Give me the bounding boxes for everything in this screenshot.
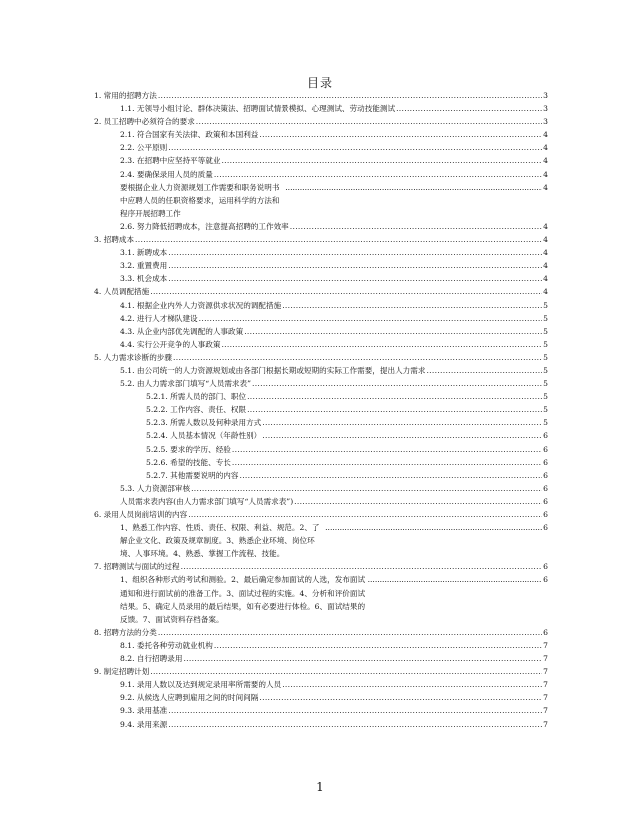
leader-dots — [135, 233, 542, 246]
toc-entry[interactable] — [94, 285, 548, 298]
toc-page-number: 7 — [543, 693, 548, 703]
toc-entry-text: 5. 人力需求诊断的步骤 — [94, 352, 173, 362]
toc-entry-text: 2.2. 公平原则 — [120, 143, 168, 153]
toc-entry-text: 3.3. 机会成本 — [120, 274, 168, 284]
toc-page-number: 5 — [543, 339, 548, 349]
toc-entry[interactable] — [94, 128, 548, 141]
leader-dots — [294, 495, 542, 508]
toc-page-number: 5 — [543, 313, 548, 323]
toc-entry[interactable] — [94, 312, 548, 325]
table-of-contents — [94, 89, 548, 731]
leader-dots — [247, 403, 542, 416]
toc-page-number: 5 — [543, 300, 548, 310]
toc-entry[interactable] — [94, 246, 548, 259]
toc-entry[interactable] — [94, 665, 548, 678]
toc-entry[interactable] — [94, 678, 548, 691]
leader-dots — [325, 521, 542, 534]
toc-page-number: 7 — [543, 719, 548, 729]
toc-entry-text: 2.4. 要确保录用人员的质量 — [120, 169, 213, 179]
toc-entry-text: 3.1. 新聘成本 — [120, 248, 168, 258]
toc-page-number: 4 — [543, 287, 548, 297]
toc-page-number: 4 — [543, 169, 548, 179]
leader-dots — [368, 573, 543, 586]
leader-dots — [396, 102, 542, 115]
toc-entry[interactable] — [94, 508, 548, 521]
toc-entry-text: 5.2.4. 人员基本情况（年龄性别） — [146, 431, 262, 441]
toc-entry[interactable] — [94, 495, 548, 508]
leader-dots — [282, 299, 542, 312]
leader-dots — [244, 325, 542, 338]
leader-dots — [168, 718, 542, 731]
toc-entry-text: 3. 招聘成本 — [94, 235, 135, 245]
toc-page-number: 6 — [543, 470, 548, 480]
leader-dots — [259, 128, 542, 141]
toc-entry[interactable] — [94, 704, 548, 717]
toc-entry-text: 要根据企业人力资源规划工作需要和职务说明书中应聘人员的任职资格要求，运用科学的方法和程序开展招聘工作 — [120, 182, 280, 218]
leader-dots — [282, 678, 542, 691]
toc-entry-text: 9.2. 从候选人应聘到雇用之间的时间间隔 — [120, 693, 259, 703]
toc-page-number: 4 — [543, 248, 548, 258]
toc-entry[interactable] — [94, 626, 548, 639]
toc-entry[interactable] — [94, 521, 548, 560]
toc-entry[interactable] — [94, 272, 548, 285]
toc-entry-text: 1. 常用的招聘方法 — [94, 91, 157, 100]
toc-entry-text: 2.1. 符合国家有关法律、政策和本国利益 — [120, 130, 259, 140]
toc-entry[interactable] — [94, 560, 548, 573]
leader-dots — [168, 272, 542, 285]
toc-entry[interactable] — [94, 652, 548, 665]
toc-entry[interactable] — [94, 325, 548, 338]
toc-entry[interactable] — [94, 469, 548, 482]
leader-dots — [173, 351, 542, 364]
leader-dots — [221, 338, 542, 351]
toc-entry-text: 1.1. 无领导小组讨论、群体决策法、招聘面试情景模拟、心理测试、劳动技能测试 — [120, 104, 396, 114]
toc-entry-text: 4.4. 实行公开竞争的人事政策 — [120, 339, 221, 349]
toc-entry-text: 5.2. 由人力需求部门填写“人员需求表” — [120, 379, 251, 389]
page-number: 1 — [316, 780, 324, 794]
toc-entry[interactable] — [94, 299, 548, 312]
toc-page-number: 7 — [543, 680, 548, 690]
toc-page-number: 7 — [543, 640, 548, 650]
toc-page-number: 6 — [543, 562, 548, 572]
toc-page-number: 4 — [543, 182, 548, 192]
toc-page-number: 3 — [543, 104, 548, 114]
toc-entry[interactable] — [94, 233, 548, 246]
toc-page-number: 6 — [543, 431, 548, 441]
toc-entry[interactable] — [94, 573, 548, 625]
toc-page-number: 5 — [543, 418, 548, 428]
toc-entry[interactable] — [94, 102, 548, 115]
toc-page-number: 6 — [543, 483, 548, 493]
toc-entry-text: 人员需求表内容(由人力需求部门填写“人员需求表”) — [120, 496, 294, 506]
page-title: 目录 — [306, 76, 333, 90]
toc-page-number: 6 — [543, 510, 548, 519]
leader-dots — [158, 626, 542, 639]
toc-entry-text: 2. 员工招聘中必须符合的要求 — [94, 117, 195, 127]
toc-page-number: 5 — [543, 326, 548, 336]
toc-page-number: 4 — [543, 261, 548, 271]
toc-entry-text: 9. 制定招聘计划 — [94, 667, 150, 677]
toc-entry[interactable] — [94, 364, 548, 377]
toc-page-number: 4 — [543, 235, 548, 245]
toc-page-number: 5 — [543, 392, 548, 402]
leader-dots — [247, 390, 542, 403]
toc-entry[interactable] — [94, 154, 548, 167]
leader-dots — [168, 704, 542, 717]
leader-dots — [285, 181, 542, 194]
leader-dots — [262, 429, 542, 442]
toc-entry-text: 9.4. 录用来源 — [120, 719, 168, 729]
toc-entry-text: 9.3. 录用基准 — [120, 706, 168, 716]
toc-entry-text: 1、熟悉工作内容、性质、责任、权限、利益、规范。2、了解企业文化、政策及规章制度。3、熟悉企业环境、岗位环境、人事环境。4、熟悉、掌握工作流程、技能。 — [120, 523, 320, 559]
leader-dots — [214, 639, 542, 652]
toc-entry-text: 4.1. 根据企业内外人力资源供求状况的调配措施 — [120, 300, 282, 310]
toc-entry[interactable] — [94, 168, 548, 181]
toc-page-number: 7 — [543, 667, 548, 677]
toc-entry[interactable] — [94, 416, 548, 429]
toc-page-number: 4 — [543, 143, 548, 153]
toc-entry[interactable] — [94, 639, 548, 652]
toc-entry-text: 4.3. 从企业内部优先调配的人事政策 — [120, 326, 244, 336]
leader-dots — [168, 246, 542, 259]
toc-entry-text: 5.2.7. 其他需要说明的内容 — [146, 470, 239, 480]
toc-entry-text: 1、组织各种形式的考试和测验。2、最后确定参加面试的人选，发布面试通知和进行面试前的准备工作。3、面试过程的实施。4、分析和评价面试结果。5、确定人员录用的最后结果，如有必要进行体检。6、面试结果的反馈。7、面试资料存档备案。 — [120, 575, 366, 624]
toc-entry-text: 5.2.2. 工作内容、责任、权限 — [146, 405, 247, 415]
toc-entry-text: 2.3. 在招聘中应坚持平等就业 — [120, 156, 221, 166]
toc-page-number: 6 — [543, 627, 548, 637]
toc-page-number: 4 — [543, 221, 548, 231]
toc-page-number: 6 — [543, 523, 548, 533]
toc-entry[interactable] — [94, 259, 548, 272]
toc-entry-text: 7. 招聘测试与面试的过程 — [94, 562, 180, 572]
toc-page-number: 3 — [543, 91, 548, 100]
leader-dots — [158, 89, 542, 102]
toc-page-number: 4 — [543, 130, 548, 140]
toc-entry-text: 6. 录用人员岗前培训的内容 — [94, 510, 188, 519]
toc-page-number: 6 — [543, 496, 548, 506]
toc-entry[interactable] — [94, 181, 548, 220]
toc-page-number: 5 — [543, 365, 548, 375]
leader-dots — [426, 364, 542, 377]
leader-dots — [262, 416, 542, 429]
toc-entry[interactable] — [94, 89, 548, 102]
toc-page-number: 5 — [543, 379, 548, 389]
toc-page-number: 5 — [543, 405, 548, 415]
leader-dots — [240, 469, 543, 482]
leader-dots — [181, 560, 543, 573]
toc-entry[interactable] — [94, 351, 548, 364]
leader-dots — [168, 141, 542, 154]
toc-entry[interactable] — [94, 377, 548, 390]
leader-dots — [188, 508, 542, 521]
toc-entry-text: 4.2. 进行人才梯队建设 — [120, 313, 198, 323]
toc-page-number: 6 — [543, 575, 548, 585]
toc-entry[interactable] — [94, 429, 548, 442]
toc-page-number: 7 — [543, 654, 548, 664]
toc-entry-text: 4. 人员调配措施 — [94, 287, 150, 297]
toc-entry[interactable] — [94, 718, 548, 731]
toc-entry[interactable] — [94, 141, 548, 154]
toc-entry-text: 3.2. 重置费用 — [120, 261, 168, 271]
leader-dots — [259, 691, 542, 704]
toc-entry[interactable] — [94, 691, 548, 704]
toc-entry[interactable] — [94, 338, 548, 351]
toc-entry-text: 5.2.1. 所需人员的部门、职位 — [146, 392, 247, 402]
toc-entry-text: 5.2.3. 所需人数以及何种录用方式 — [146, 418, 262, 428]
toc-page-number: 3 — [543, 117, 548, 127]
leader-dots — [214, 168, 542, 181]
toc-entry[interactable] — [94, 482, 548, 495]
toc-page-number: 4 — [543, 156, 548, 166]
toc-entry[interactable] — [94, 456, 548, 469]
leader-dots — [191, 482, 542, 495]
leader-dots — [252, 377, 542, 390]
toc-entry[interactable] — [94, 390, 548, 403]
leader-dots — [199, 312, 543, 325]
leader-dots — [150, 285, 542, 298]
toc-entry[interactable] — [94, 443, 548, 456]
leader-dots — [196, 115, 542, 128]
toc-page-number: 7 — [543, 706, 548, 716]
leader-dots — [290, 220, 542, 233]
toc-entry-text: 5.3. 人力资源部审核 — [120, 483, 191, 493]
toc-entry-text: 8.1. 委托各种劳动就业机构 — [120, 640, 213, 650]
leader-dots — [168, 259, 542, 272]
leader-dots — [221, 154, 542, 167]
toc-entry-text: 5.2.6. 希望的技能、专长 — [146, 457, 231, 467]
toc-entry-text: 5.1. 由公司统一的人力资源规划或由各部门根据长期或短期的实际工作需要，提出人力需求 — [120, 365, 426, 375]
toc-page-number: 4 — [543, 274, 548, 284]
toc-entry-text: 8. 招聘方法的分类 — [94, 627, 157, 637]
toc-entry[interactable] — [94, 115, 548, 128]
leader-dots — [232, 456, 542, 469]
toc-entry-text: 9.1. 录用人数以及达到规定录用率所需要的人员 — [120, 680, 282, 690]
leader-dots — [150, 665, 542, 678]
toc-entry-text: 2.6. 努力降低招聘成本，注意提高招聘的工作效率 — [120, 221, 289, 231]
toc-entry[interactable] — [94, 220, 548, 233]
leader-dots — [232, 443, 542, 456]
leader-dots — [183, 652, 542, 665]
toc-entry-text: 8.2. 自行招聘录用 — [120, 654, 183, 664]
toc-page-number: 6 — [543, 444, 548, 454]
toc-page-number: 6 — [543, 457, 548, 467]
toc-entry-text: 5.2.5. 要求的学历、经验 — [146, 444, 231, 454]
toc-page-number: 5 — [543, 352, 548, 362]
toc-entry[interactable] — [94, 403, 548, 416]
